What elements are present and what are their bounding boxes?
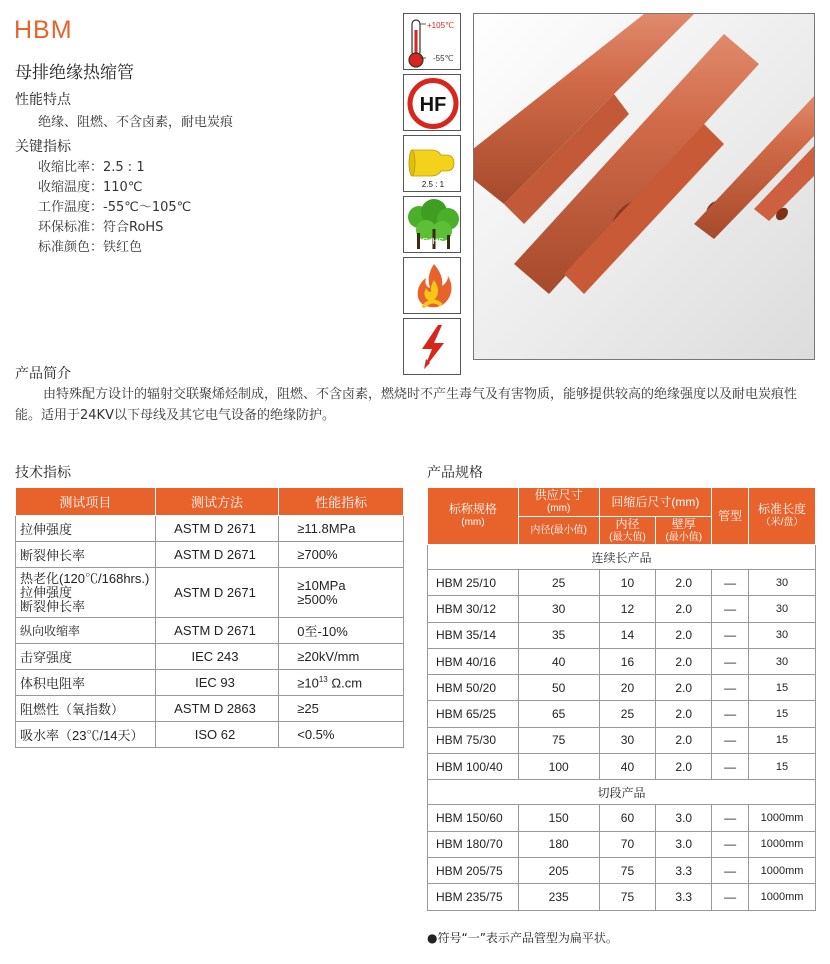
product-name: 母排绝缘热缩管 [15,63,134,83]
key-spec-item: 工作温度：-55℃～105℃ [38,200,192,215]
spec-wall: 3.3 [656,884,712,910]
table-row [16,644,404,670]
spec-supplied-id: 180 [518,831,599,857]
rohs-trees-icon [403,196,461,253]
spec-model: HBM 35/14 [428,622,519,648]
spec-supplied-id: 150 [518,805,599,831]
thermometer-icon [403,13,461,70]
table-row [428,857,816,883]
tube-illustration [474,14,815,360]
table-group-row [428,780,816,805]
spec-recovered-id: 25 [599,701,656,727]
halogen-free-icon [403,74,461,131]
table-row [428,701,816,727]
spec-recovered-id: 40 [599,754,656,780]
table-row [428,754,816,780]
tech-spec-table [15,487,404,748]
spec-supplied-id: 75 [518,727,599,753]
spec-model: HBM 150/60 [428,805,519,831]
spec-model: HBM 75/30 [428,727,519,753]
spec-header-supplied: 供应尺寸 (mm) [518,488,599,517]
spec-shape: — [712,805,749,831]
table-row [428,727,816,753]
tech-item: 热老化(120℃/168hrs.) 拉伸强度 断裂伸长率 [16,568,156,618]
key-spec-item: 收缩比率：2.5 : 1 [38,160,145,175]
spec-length: 30 [749,596,816,622]
table-row [16,670,404,696]
spec-wall: 2.0 [656,727,712,753]
table-row [16,542,404,568]
spec-shape: — [712,701,749,727]
tech-item: 纵向收缩率 [16,618,156,644]
spec-length: 1000mm [749,857,816,883]
spec-header-shape: 管型 [712,488,749,545]
tech-method: ASTM D 2671 [155,568,278,618]
spec-shape: — [712,570,749,596]
tech-item: 体积电阻率 [16,670,156,696]
spec-header-supplied-id: 内径(最小值) [518,517,599,545]
spec-wall: 2.0 [656,622,712,648]
resistivity-unit: Ω.cm [327,675,363,691]
spec-shape: — [712,648,749,674]
spec-header-recovered-wall: 壁厚 (最小值) [656,517,712,545]
spec-supplied-id: 30 [518,596,599,622]
tech-header-value: 性能指标 [279,488,404,516]
table-row [428,622,816,648]
rohs-label: RoHS [422,237,444,246]
spec-wall: 2.0 [656,570,712,596]
table-row [428,675,816,701]
table-row [16,722,404,748]
temp-low-label: -55℃ [433,54,454,63]
tech-method: ASTM D 2671 [155,618,278,644]
spec-recovered-id: 16 [599,648,656,674]
features-heading: 性能特点 [15,92,71,108]
spec-header-recovered-id: 内径 (最大值) [599,517,656,545]
spec-shape: — [712,596,749,622]
spec-recovered-id: 70 [599,831,656,857]
spec-model: HBM 235/75 [428,884,519,910]
key-spec-item: 环保标准：符合RoHS [38,220,164,235]
product-photo [473,13,815,360]
tech-method: ASTM D 2671 [155,542,278,568]
spec-shape: — [712,675,749,701]
footnote: ●符号“一”表示产品管型为扁平状。 [427,931,618,945]
spec-length: 30 [749,622,816,648]
spec-supplied-id: 35 [518,622,599,648]
spec-supplied-id: 40 [518,648,599,674]
key-spec-item: 收缩温度：110℃ [38,180,143,195]
tech-item: 断裂伸长率 [16,542,156,568]
high-voltage-icon [403,318,461,375]
tech-item: 拉伸强度 [16,516,156,542]
tech-method: ISO 62 [155,722,278,748]
group-label: 连续长产品 [428,545,816,570]
spec-recovered-id: 60 [599,805,656,831]
spec-wall: 2.0 [656,701,712,727]
spec-model: HBM 205/75 [428,857,519,883]
table-row [16,516,404,542]
spec-header-recovered: 回缩后尺寸(mm) [599,488,712,517]
spec-length: 15 [749,701,816,727]
tech-value: ≥10MPa ≥500% [279,568,404,618]
table-row [428,570,816,596]
temp-high-label: +105℃ [427,21,455,30]
tech-value: ≥11.8MPa [279,516,404,542]
tech-value: ≥700% [279,542,404,568]
spec-supplied-id: 205 [518,857,599,883]
resistivity-base: ≥10 [297,675,319,691]
spec-length: 15 [749,727,816,753]
intro-text: 由特殊配方设计的辐射交联聚烯烃制成，阻燃、不含卤素，燃烧时不产生毒气及有害物质，能够提供较高的绝缘强度以及耐电炭痕性能。适用于24KV以下母线及其它电气设备的绝缘防护。 [15,387,798,423]
spec-recovered-id: 12 [599,596,656,622]
tech-item: 阻燃性（氧指数） [16,696,156,722]
tech-value: ≥25 [279,696,404,722]
tech-value: ≥20kV/mm [279,644,404,670]
spec-model: HBM 40/16 [428,648,519,674]
spec-length: 15 [749,675,816,701]
table-row [16,568,404,618]
tech-header-method: 测试方法 [155,488,278,516]
table-group-row [428,545,816,570]
tech-table-heading: 技术指标 [15,465,71,481]
flame-retardant-icon [403,257,461,314]
table-row [428,831,816,857]
spec-length: 1000mm [749,805,816,831]
tech-method: ASTM D 2671 [155,516,278,542]
spec-supplied-id: 65 [518,701,599,727]
spec-recovered-id: 20 [599,675,656,701]
spec-recovered-id: 75 [599,857,656,883]
spec-length: 15 [749,754,816,780]
spec-model: HBM 65/25 [428,701,519,727]
spec-model: HBM 180/70 [428,831,519,857]
spec-shape: — [712,622,749,648]
tech-value: 0至-10% [279,618,404,644]
spec-model: HBM 100/40 [428,754,519,780]
spec-supplied-id: 235 [518,884,599,910]
table-row [428,648,816,674]
spec-supplied-id: 25 [518,570,599,596]
feature-icons [403,13,461,379]
spec-header-model: 标称规格 (mm) [428,488,519,545]
spec-supplied-id: 100 [518,754,599,780]
spec-shape: — [712,831,749,857]
spec-model: HBM 25/10 [428,570,519,596]
tech-item: 吸水率（23℃/14天） [16,722,156,748]
spec-shape: — [712,727,749,753]
key-specs-list [38,158,191,258]
resistivity-exponent: 13 [318,674,328,684]
spec-recovered-id: 10 [599,570,656,596]
tech-method: ASTM D 2863 [155,696,278,722]
table-row [16,618,404,644]
spec-length: 30 [749,570,816,596]
group-label: 切段产品 [428,780,816,805]
spec-shape: — [712,754,749,780]
tech-value [279,670,404,696]
ratio-label: 2.5 : 1 [421,180,445,189]
spec-model: HBM 30/12 [428,596,519,622]
spec-recovered-id: 30 [599,727,656,753]
brand-title: HBM [14,16,73,44]
spec-length: 1000mm [749,884,816,910]
spec-table-heading: 产品规格 [427,465,483,481]
table-row [428,884,816,910]
spec-wall: 2.0 [656,675,712,701]
key-specs-heading: 关键指标 [15,139,71,155]
spec-wall: 3.0 [656,805,712,831]
product-spec-table [427,487,816,911]
table-row [428,805,816,831]
key-spec-item: 标准颜色：铁红色 [38,240,143,255]
spec-wall: 3.3 [656,857,712,883]
shrink-ratio-icon [403,135,461,192]
spec-shape: — [712,884,749,910]
spec-table-body [428,545,816,911]
intro-heading: 产品简介 [15,366,71,382]
spec-wall: 2.0 [656,596,712,622]
features-text: 绝缘、阻燃、不含卤素，耐电炭痕 [38,115,234,130]
tech-header-item: 测试项目 [16,488,156,516]
spec-shape: — [712,857,749,883]
spec-wall: 3.0 [656,831,712,857]
spec-supplied-id: 50 [518,675,599,701]
spec-model: HBM 50/20 [428,675,519,701]
spec-header-length: 标准长度 （米/盘） [749,488,816,545]
spec-length: 30 [749,648,816,674]
tech-method: IEC 93 [155,670,278,696]
tech-item: 击穿强度 [16,644,156,670]
spec-recovered-id: 14 [599,622,656,648]
table-row [428,596,816,622]
table-row [16,696,404,722]
tech-value: <0.5% [279,722,404,748]
tech-method: IEC 243 [155,644,278,670]
spec-wall: 2.0 [656,754,712,780]
hf-label: HF [419,94,447,116]
spec-length: 1000mm [749,831,816,857]
spec-recovered-id: 75 [599,884,656,910]
spec-wall: 2.0 [656,648,712,674]
